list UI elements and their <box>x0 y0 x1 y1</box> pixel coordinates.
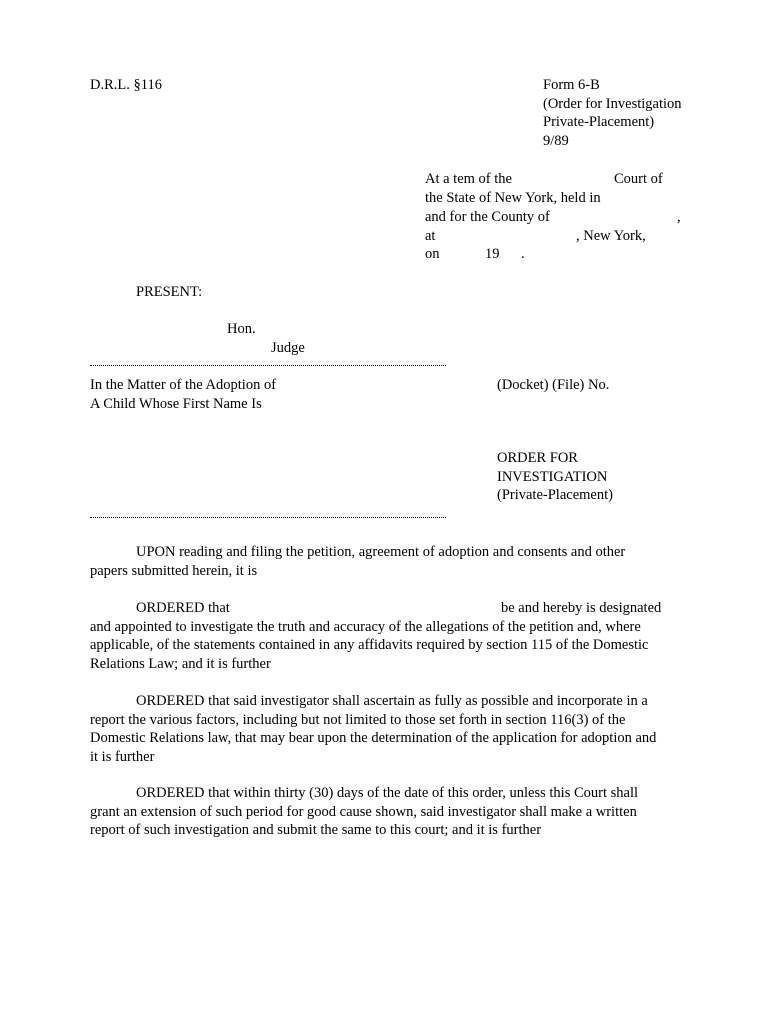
paragraph-ordered-ascertain <box>90 692 700 767</box>
court-line-left: and for the County of <box>425 209 550 225</box>
form-line: (Order for Investigation <box>543 95 682 112</box>
court-line-year: 19 <box>485 246 500 262</box>
paragraph-line: ORDERED that within thirty (30) days of the date of this order, unless this Court shall <box>136 785 639 801</box>
paragraph-line: ORDERED that <box>136 600 230 616</box>
form-line: Private-Placement) <box>543 114 655 131</box>
order-title <box>497 449 613 505</box>
paragraph-line: grant an extension of such period for good cause shown, said investigator shall make a written <box>90 803 637 820</box>
present-label: PRESENT: <box>136 284 203 300</box>
order-title-line: INVESTIGATION <box>497 468 608 485</box>
paragraph-line: Domestic Relations law, that may bear upon the determination of the application for adoption and <box>90 730 657 747</box>
paragraph-line: report the various factors, including but not limited to those set forth in section 116(3) of the <box>90 711 626 728</box>
court-line-left: At a tem of the <box>425 171 512 187</box>
paragraph-line: it is further <box>90 749 155 766</box>
paragraph-first-line <box>90 599 700 618</box>
form-line: 9/89 <box>543 133 569 150</box>
paragraph-line: papers submitted herein, it is <box>90 562 258 579</box>
court-line-right: Court of <box>614 171 663 187</box>
paragraph-line: applicable, of the statements contained in any affidavits required by section 115 of the Domestic <box>90 637 649 654</box>
matter-caption <box>90 376 276 413</box>
matter-line: In the Matter of the Adoption of <box>90 377 277 393</box>
paragraph-line: ORDERED that said investigator shall ascertain as fully as possible and incorporate in a <box>136 693 648 709</box>
matter-line: A Child Whose First Name Is <box>90 395 262 412</box>
court-line-right: , <box>677 209 681 225</box>
form-number-block <box>543 76 682 151</box>
caption-divider-top <box>90 365 446 366</box>
paragraph-line: Relations Law; and it is further <box>90 656 271 673</box>
court-line-left: the State of New York, held in <box>425 190 601 206</box>
statute-reference: D.R.L. §116 <box>90 77 162 93</box>
paragraph-line: and appointed to investigate the truth and accuracy of the allegations of the petition and, where <box>90 618 641 635</box>
paragraph-line: UPON reading and filing the petition, agreement of adoption and consents and other <box>136 544 626 560</box>
docket-label: (Docket) (File) No. <box>497 377 610 393</box>
caption-divider-bottom <box>90 517 446 518</box>
order-title-line: ORDER FOR <box>497 450 578 466</box>
court-line-right: , New York, <box>576 228 646 244</box>
form-line: Form 6-B <box>543 77 600 93</box>
court-line-left: on <box>425 246 440 262</box>
paragraph-upon-reading <box>90 543 700 580</box>
hon-label: Hon. <box>227 321 256 337</box>
order-title-line: (Private-Placement) <box>497 487 613 504</box>
paragraph-line: report of such investigation and submit the same to this court; and it is further <box>90 822 542 839</box>
paragraph-ordered-thirty-days <box>90 784 700 840</box>
court-line-right: . <box>521 246 525 262</box>
paragraph-ordered-designated <box>90 599 700 674</box>
court-line-left: at <box>425 228 436 244</box>
judge-label: Judge <box>271 340 305 356</box>
paragraph-line: be and hereby is designated <box>501 600 662 616</box>
